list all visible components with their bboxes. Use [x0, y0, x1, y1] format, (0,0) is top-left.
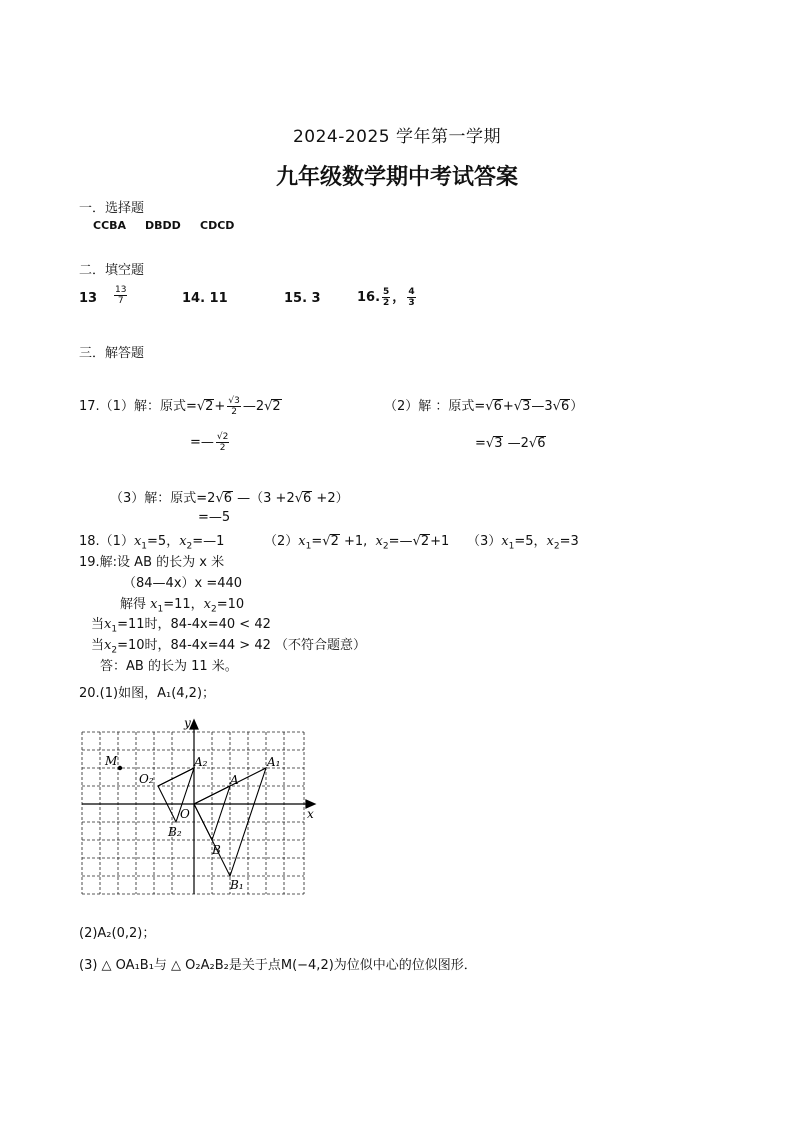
q17-p2-close: ） [570, 399, 584, 414]
q17-part3: （3）解：原式=2√6 —（3 +2√6 +2） [110, 491, 349, 506]
q20-line3: (3) △ OA₁B₁与 △ O₂A₂B₂是关于点M(−4,2)为位似中心的位似图形． [79, 958, 477, 973]
q18-part2: $(2)x_1=√2 +1$, $x_2=—√2+1$ [264, 534, 450, 552]
q20-line2: (2)A₂(0,2)； [79, 926, 156, 941]
label-b: B [212, 843, 221, 857]
choice-answers-2: DBDD [145, 219, 181, 232]
label-a2: A₂ [194, 755, 208, 769]
q17-p3-radicand2: 6 [303, 491, 312, 506]
q17-part1-result: =— $\frac{√2}{2}$ [190, 432, 229, 453]
q17-part1: 17.（1）解：原式=√2+ $\frac{√3}{2}$ —2√2 [79, 396, 281, 417]
q17-part3-result: =—5 [198, 510, 231, 525]
q16-frac2-num: 4 [408, 287, 415, 297]
q17-p2-plus: + [502, 399, 514, 414]
fill-q13-answer [112, 285, 129, 306]
center-point-m [118, 766, 122, 770]
label-y-axis: y [184, 716, 191, 730]
q19-line1: 19.解:设 AB 的长为 x 米 [79, 555, 225, 570]
q18-part3: $(3)x_1=5$，$x_2=3$ [467, 534, 579, 552]
fill-q13-label: 13 [79, 291, 98, 306]
q17-part2: （2）解 ：原式=√6+√3—3√6） [384, 399, 584, 414]
q18-p2-v1a: = [311, 534, 323, 549]
q18-p1-var2: x [179, 534, 187, 549]
q17-p1-res-minus: — [200, 435, 214, 450]
q20-coordinate-figure [75, 715, 325, 900]
q19-line4: 当$x_1=11$时，84-4x=40 < 42 [91, 617, 271, 635]
q18-p2-radicand2: 2 [420, 534, 430, 549]
q17-p3-prefix: （3）解：原式=2 [110, 491, 216, 506]
q18-p3-val2: =3 [559, 534, 579, 549]
q19-line5: 当$x_2=10$时，84-4x=44 > 42 （不符合题意） [91, 638, 366, 656]
fill-q14: 14. 11 [182, 291, 228, 306]
q18-p3-label: （3） [467, 534, 502, 549]
label-b2: B₂ [168, 825, 182, 839]
q19-l3-prefix: 解得 [120, 597, 151, 612]
q17-p1-radicand2: 2 [272, 399, 281, 414]
label-o: O [180, 807, 190, 821]
q13-denominator: 7 [117, 296, 124, 306]
q18-p2-v1b: +1, [339, 534, 368, 549]
q17-p1-radicand1: 2 [205, 399, 214, 414]
q16-frac1-den: 2 [383, 298, 390, 308]
q18-p2-label: （2） [264, 534, 299, 549]
q18-p1-val1: =5， [147, 534, 180, 549]
label-x-axis: x [307, 807, 314, 821]
choice-answers-1: CCBA [93, 219, 127, 232]
q17-p1-frac-den: 2 [231, 407, 237, 417]
q17-p2-res-eq: = [475, 436, 486, 451]
q19-l5-prefix: 当 [91, 638, 105, 653]
q17-p1-prefix: 17.（1）解：原式= [79, 399, 197, 414]
q16-frac1-num: 5 [383, 287, 390, 297]
q17-p1-coef: 2 [255, 399, 265, 414]
figure-axes [82, 720, 315, 894]
q19-l4-prefix: 当 [91, 617, 105, 632]
q17-p3-radicand1: 6 [223, 491, 233, 506]
q17-p1-frac-radicand: 3 [234, 396, 240, 406]
term-heading: 2024-2025 学年第一学期 [292, 127, 502, 147]
q17-p2-radicand3: 6 [560, 399, 570, 414]
q17-p2-radicand1: 6 [493, 399, 502, 414]
section-heading-choice: 一．选择题 [79, 201, 145, 216]
q18-p2-v2a: =— [388, 534, 413, 549]
section-heading-solve: 三．解答题 [79, 346, 145, 361]
choice-answers-3: CDCD [200, 219, 235, 232]
q16-frac2-den: 3 [408, 298, 415, 308]
q18-p2-v2b: +1 [430, 534, 450, 549]
q17-p2-res-mid: —2 [503, 436, 529, 451]
section-heading-fill: 二．填空题 [79, 263, 145, 278]
label-a: A [230, 773, 239, 787]
q17-p1-res-eq: = [190, 435, 201, 450]
q18-p1-var1: x [133, 534, 142, 549]
fill-q15: 15. 3 [284, 291, 321, 306]
q19-line2: （84—4x）x =440 [123, 576, 243, 591]
q18-p3-val1: =5， [514, 534, 547, 549]
q19-l4-text: =11时，84-4x=40 < 42 [117, 617, 271, 632]
label-o2: O₂ [139, 772, 154, 786]
q17-p2-radicand2: 3 [522, 399, 531, 414]
q17-p3-close: +2） [312, 491, 349, 506]
q19-line6: 答：AB 的长为 11 米。 [100, 659, 238, 674]
q19-line3: 解得 $x_1=11$，$x_2=10$ [120, 597, 245, 615]
q17-p2-prefix: （2）解 ：原式= [384, 399, 486, 414]
page-title: 九年级数学期中考试答案 [275, 164, 518, 190]
q17-p2-res-radicand2: 6 [537, 436, 546, 451]
q19-l3-val2: =10 [216, 597, 245, 612]
q17-p1-res-radicand: 2 [222, 432, 229, 442]
q17-p1-plus: + [214, 399, 226, 414]
q16-separator: ， [392, 290, 406, 305]
q18-part1: $18.(1)x_1=5$，$x_2=—1$ [79, 534, 225, 552]
q18-p1-val2: =—1 [192, 534, 225, 549]
q20-line1: 20.(1)如图，A₁(4,2)； [79, 686, 216, 701]
label-m: M [105, 754, 118, 768]
fill-q16 [357, 286, 418, 308]
q19-l3-val1: =11， [163, 597, 204, 612]
q18-p2-radicand1: 2 [330, 534, 339, 549]
q17-p2-res-radicand1: 3 [494, 436, 503, 451]
q18-p1-label: 18.（1） [79, 534, 134, 549]
label-a1: A₁ [267, 755, 281, 769]
label-b1: B₁ [230, 878, 244, 892]
q17-p2-mid: —3 [531, 399, 553, 414]
q19-l5-text: =10时，84-4x=44 > 42 （不符合题意） [117, 638, 366, 653]
q16-label: 16. [357, 290, 381, 305]
q17-p3-mid: —（3 +2 [233, 491, 295, 506]
q17-part2-result: =√3 —2√6 [475, 436, 546, 451]
q13-numerator: 13 [115, 285, 127, 295]
q17-p1-res-den: 2 [219, 443, 226, 453]
